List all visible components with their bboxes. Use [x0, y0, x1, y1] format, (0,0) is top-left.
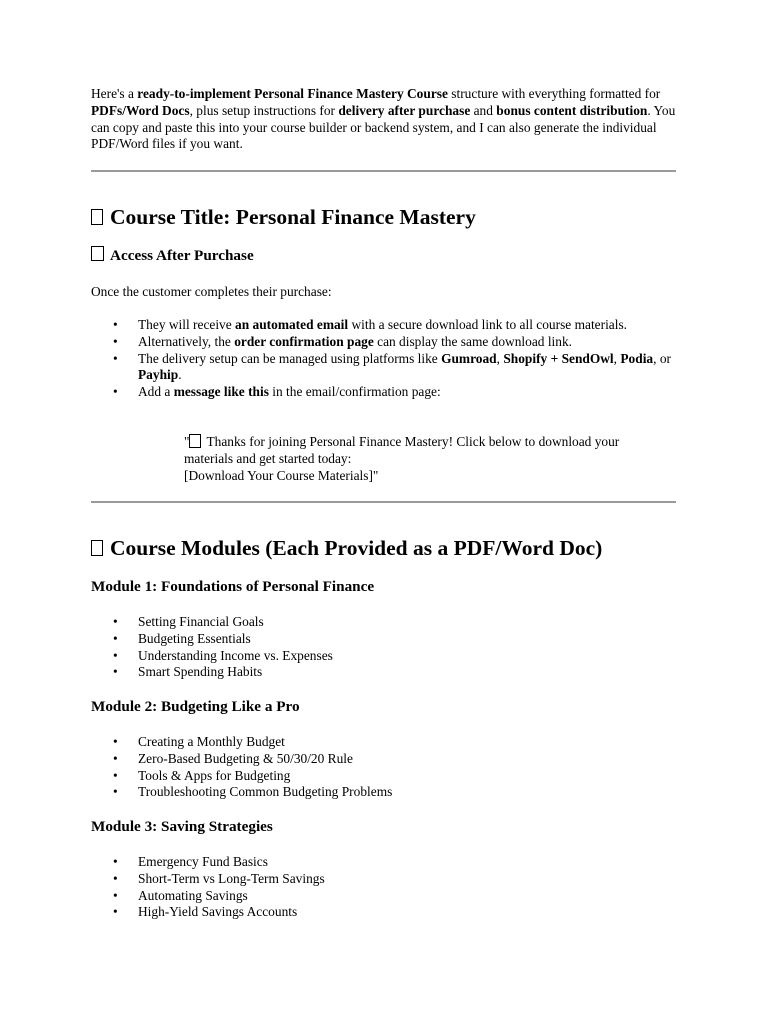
access-heading [91, 246, 681, 266]
list-item [91, 317, 681, 334]
intro-text: and [470, 102, 497, 118]
list-item-bold: order confirmation page [234, 333, 374, 349]
list-item: • Budgeting Essentials [91, 631, 681, 648]
list-item-text: can display the same download link. [373, 333, 572, 349]
access-heading-text: Access After Purchase [110, 247, 254, 264]
list-item: • Understanding Income vs. Expenses [91, 648, 681, 665]
list-item-text: with a secure download link to all course materials. [348, 317, 628, 332]
list-item: • Creating a Monthly Budget [91, 734, 681, 751]
list-item [91, 334, 681, 351]
list-item-text: Add a [138, 384, 174, 400]
list-item-text: , [613, 350, 621, 366]
intro-bold-bonus: bonus content distribution [496, 102, 648, 118]
list-item-text: The delivery setup can be managed using platforms like [138, 350, 442, 366]
module-2-title: Module 2: Budgeting Like a Pro [91, 698, 300, 715]
list-item: • Setting Financial Goals [91, 614, 681, 631]
download-link-text: [Download Your Course Materials]" [184, 467, 379, 483]
intro-bold-course: ready-to-implement Personal Finance Mastery Course [137, 86, 448, 101]
list-item-text: in the email/confirmation page: [268, 384, 441, 400]
modules-title [91, 535, 681, 561]
access-lead: Once the customer completes their purchase: [91, 284, 332, 299]
list-item: • Troubleshooting Common Budgeting Problems [91, 784, 681, 801]
module-2-list [91, 734, 681, 801]
list-item: • Zero-Based Budgeting & 50/30/20 Rule [91, 751, 681, 768]
module-1-title: Module 1: Foundations of Personal Finance [91, 578, 375, 595]
course-title-text: Course Title: Personal Finance Mastery [110, 205, 476, 229]
list-item: • Short-Term vs Long-Term Savings [91, 871, 681, 888]
module-1-list [91, 614, 681, 681]
intro-paragraph [91, 86, 681, 153]
platform-podia: Podia [620, 350, 654, 366]
intro-text: Here's a [91, 86, 138, 101]
list-item-text: , or [653, 350, 671, 366]
intro-text: structure with everything formatted for [447, 86, 661, 101]
list-item-bold: message like this [173, 384, 269, 400]
module-3-title: Module 3: Saving Strategies [91, 818, 273, 835]
list-item-text: They will receive [138, 317, 236, 332]
book-icon [91, 209, 103, 225]
list-item [91, 351, 681, 385]
module-3-list [91, 854, 681, 921]
list-item-text: , [496, 350, 504, 366]
divider [91, 170, 676, 172]
quote-text: Thanks for joining Personal Finance Mastery! Click below to download your materials and get started today: [184, 434, 620, 466]
lock-icon [91, 246, 104, 261]
modules-title-text: Course Modules (Each Provided as a PDF/Word Doc) [110, 536, 603, 560]
platform-payhip: Payhip [138, 367, 179, 383]
platform-gumroad: Gumroad [441, 350, 497, 366]
intro-bold-format: PDFs/Word Docs [91, 102, 190, 118]
list-item: • Smart Spending Habits [91, 664, 681, 681]
intro-text: , plus setup instructions for [189, 102, 339, 118]
list-item: • High-Yield Savings Accounts [91, 904, 681, 921]
books-icon [91, 540, 103, 556]
list-item-bold: an automated email [235, 317, 349, 332]
list-item [91, 384, 681, 401]
course-title [91, 204, 681, 230]
list-item: • Automating Savings [91, 888, 681, 905]
platform-shopify-sendowl: Shopify + SendOwl [503, 350, 614, 366]
intro-text: . You can copy and paste this into your course builder or backend system, and I can also generate the individual PDF/Word files if you want. [91, 102, 676, 152]
celebration-icon [189, 434, 201, 448]
list-item: • Emergency Fund Basics [91, 854, 681, 871]
quote-mark: " [184, 434, 190, 449]
confirmation-message-quote [184, 434, 664, 484]
divider [91, 501, 676, 503]
intro-bold-delivery: delivery after purchase [338, 102, 471, 118]
list-item: • Tools & Apps for Budgeting [91, 768, 681, 785]
access-list [91, 317, 681, 401]
list-item-text: . [178, 367, 182, 383]
list-item-text: Alternatively, the [138, 333, 235, 349]
